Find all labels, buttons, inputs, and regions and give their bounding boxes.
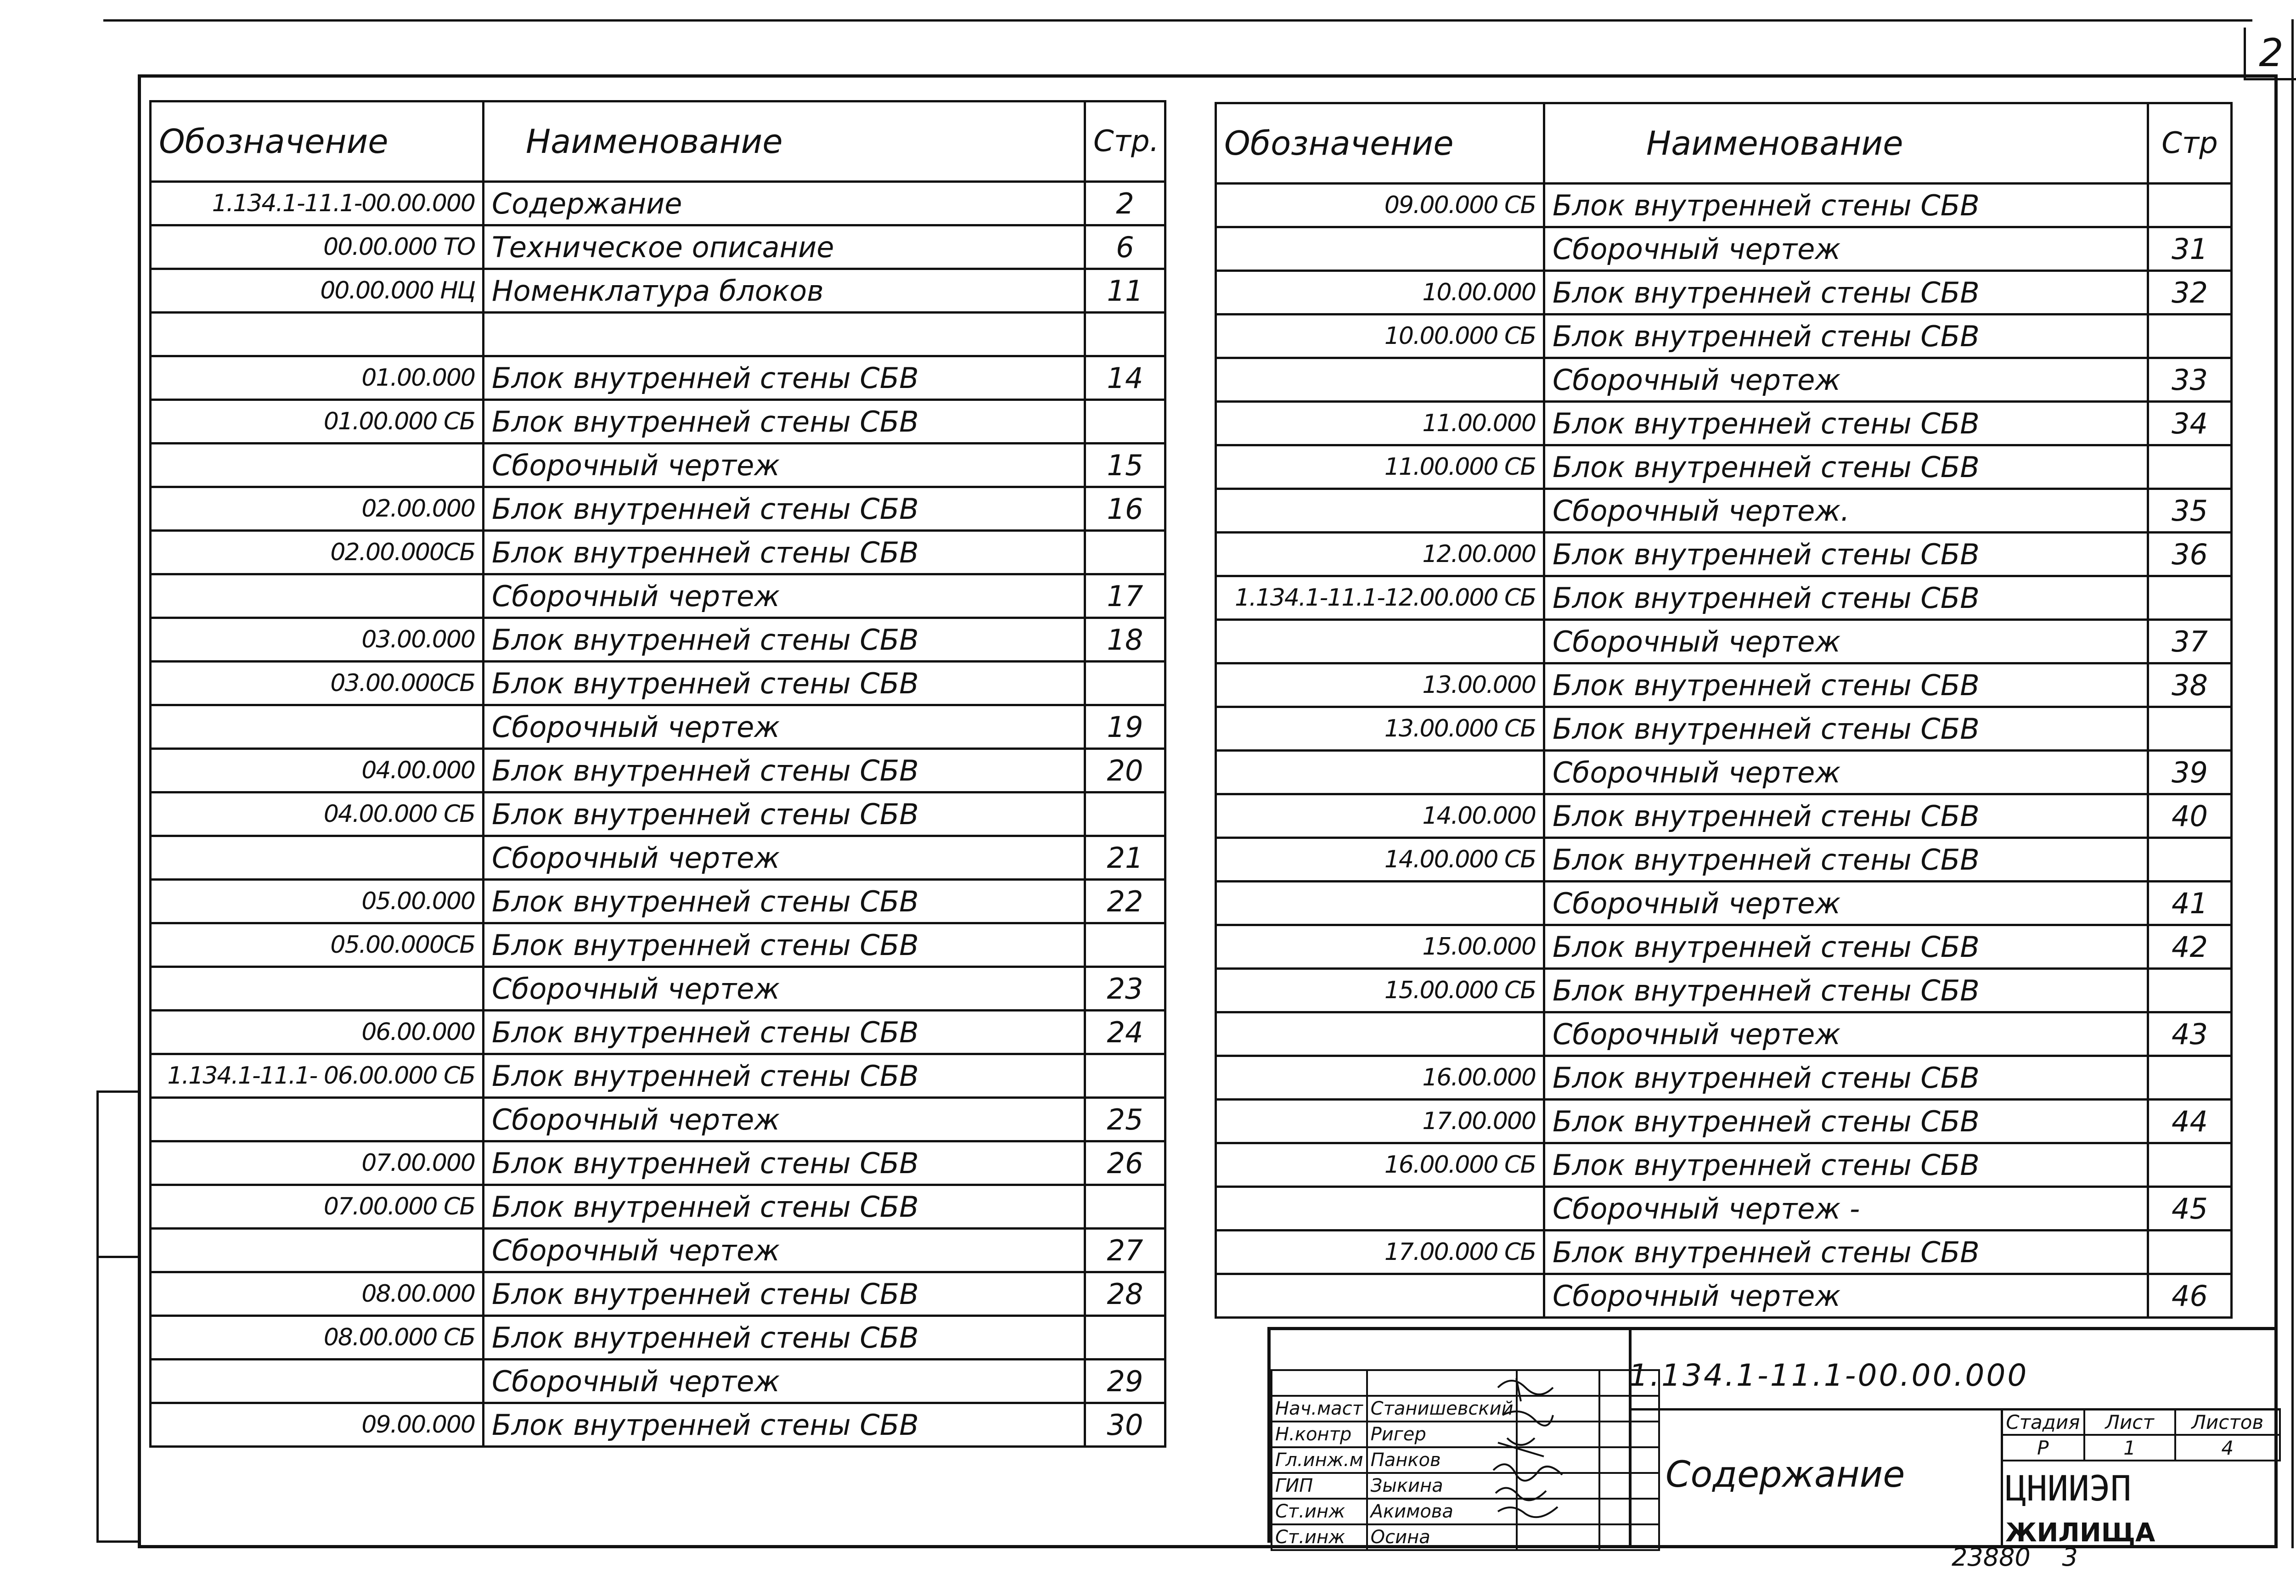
row-page: 23 xyxy=(1085,967,1165,1011)
row-code: 16.00.000 xyxy=(1216,1056,1544,1100)
row-code xyxy=(1216,489,1544,533)
table-row xyxy=(1216,184,2232,227)
table-header-row xyxy=(151,101,1165,182)
row-page: 40 xyxy=(2148,794,2232,838)
row-code: 00.00.000 ТО xyxy=(151,225,484,269)
row-name: Сборочный чертеж xyxy=(484,574,1085,618)
row-page: 15 xyxy=(1085,444,1165,487)
row-page: 35 xyxy=(2148,489,2232,533)
row-name: Блок внутренней стены СБВ xyxy=(1544,1231,2148,1274)
table-row xyxy=(151,356,1165,400)
row-name: Блок внутренней стены СБВ xyxy=(1544,969,2148,1012)
row-code: 08.00.000 СБ xyxy=(151,1316,484,1360)
contents-left-body xyxy=(151,182,1165,1447)
row-page: 18 xyxy=(1085,618,1165,662)
header-designation: Обозначение xyxy=(1216,103,1544,184)
row-code xyxy=(1216,751,1544,794)
approval-role: Ст.инж xyxy=(1272,1524,1367,1550)
row-code: 04.00.000 xyxy=(151,749,484,792)
row-page xyxy=(2148,838,2232,882)
approval-row xyxy=(1272,1499,1659,1524)
approval-name: Зыкина xyxy=(1367,1473,1517,1499)
approval-name: Панков xyxy=(1367,1447,1517,1473)
table-row xyxy=(151,792,1165,836)
sheets-value: 4 xyxy=(2175,1435,2280,1461)
sheet-number: 2 xyxy=(2259,30,2284,75)
row-code: 11.00.000 СБ xyxy=(1216,445,1544,489)
row-page: 27 xyxy=(1085,1229,1165,1272)
row-name: Сборочный чертеж xyxy=(484,1098,1085,1141)
row-page: 14 xyxy=(1085,356,1165,400)
table-row xyxy=(1216,969,2232,1012)
header-name: Наименование xyxy=(484,101,1085,182)
row-name: Сборочный чертеж xyxy=(484,705,1085,749)
row-page xyxy=(2148,707,2232,751)
stage-value-row xyxy=(2002,1435,2280,1461)
approval-name: Осина xyxy=(1367,1524,1517,1550)
table-row xyxy=(151,1141,1165,1185)
row-code xyxy=(151,836,484,880)
row-name: Блок внутренней стены СБВ xyxy=(484,487,1085,531)
row-name: Блок внутренней стены СБВ xyxy=(1544,445,2148,489)
row-page xyxy=(2148,1143,2232,1187)
row-name: Блок внутренней стены СБВ xyxy=(1544,1056,2148,1100)
row-page: 33 xyxy=(2148,358,2232,402)
row-page: 29 xyxy=(1085,1360,1165,1403)
row-name: Блок внутренней стены СБВ xyxy=(1544,663,2148,707)
table-row xyxy=(151,1229,1165,1272)
row-page: 16 xyxy=(1085,487,1165,531)
header-name: Наименование xyxy=(1544,103,2148,184)
table-row xyxy=(151,1360,1165,1403)
table-row xyxy=(151,662,1165,705)
row-page: 34 xyxy=(2148,402,2232,445)
table-row xyxy=(151,1054,1165,1098)
table-row xyxy=(1216,402,2232,445)
document-title: Содержание xyxy=(1666,1454,1905,1495)
row-page: 19 xyxy=(1085,705,1165,749)
row-page: 31 xyxy=(2148,227,2232,271)
row-name: Сборочный чертеж xyxy=(484,1229,1085,1272)
row-page xyxy=(1085,313,1165,356)
row-page: 42 xyxy=(2148,925,2232,969)
binding-rule-top xyxy=(96,1090,140,1093)
row-code: 05.00.000 xyxy=(151,880,484,923)
contents-table-right xyxy=(1215,102,2233,1319)
signature-1 xyxy=(1498,1378,1553,1401)
table-row xyxy=(1216,620,2232,663)
row-name: Блок внутренней стены СБВ xyxy=(484,1141,1085,1185)
table-row xyxy=(1216,1012,2232,1056)
row-code: 01.00.000 СБ xyxy=(151,400,484,444)
row-page: 41 xyxy=(2148,882,2232,925)
row-code xyxy=(151,574,484,618)
row-page xyxy=(1085,531,1165,574)
row-name: Блок внутренней стены СБВ xyxy=(1544,1100,2148,1143)
right-edge-rule xyxy=(2291,19,2294,1548)
row-code xyxy=(1216,1187,1544,1231)
row-code: 1.134.1-11.1-00.00.000 xyxy=(151,182,484,225)
approval-blank-cell xyxy=(1272,1370,1367,1396)
table-row xyxy=(151,923,1165,967)
table-row xyxy=(151,836,1165,880)
binding-rule-mid xyxy=(96,1256,140,1258)
row-name: Блок внутренней стены СБВ xyxy=(1544,838,2148,882)
row-code xyxy=(151,313,484,356)
table-row xyxy=(1216,663,2232,707)
row-code xyxy=(151,967,484,1011)
row-name: Блок внутренней стены СБВ xyxy=(484,1403,1085,1447)
row-name: Блок внутренней стены СБВ xyxy=(1544,271,2148,315)
row-page: 21 xyxy=(1085,836,1165,880)
table-row xyxy=(1216,1274,2232,1318)
row-page: 24 xyxy=(1085,1011,1165,1054)
row-name: Блок внутренней стены СБВ xyxy=(484,749,1085,792)
row-name: Сборочный чертеж xyxy=(1544,1274,2148,1318)
row-page xyxy=(2148,184,2232,227)
row-code: 06.00.000 xyxy=(151,1011,484,1054)
title-block xyxy=(1267,1327,2278,1548)
approval-name: Акимова xyxy=(1367,1499,1517,1524)
row-name: Сборочный чертеж - xyxy=(1544,1187,2148,1231)
row-name: Блок внутренней стены СБВ xyxy=(1544,576,2148,620)
sheet-value: 1 xyxy=(2084,1435,2175,1461)
row-name: Сборочный чертеж xyxy=(484,836,1085,880)
table-row xyxy=(151,574,1165,618)
stage-header: Стадия xyxy=(2002,1409,2084,1435)
approval-role: Нач.маст xyxy=(1272,1396,1367,1422)
row-code xyxy=(151,1360,484,1403)
row-name: Блок внутренней стены СБВ xyxy=(484,356,1085,400)
organization-name: ЦНИИЭП xyxy=(2005,1468,2132,1509)
header-page: Стр xyxy=(2148,103,2232,184)
contents-right-body xyxy=(1216,184,2232,1318)
signature-3 xyxy=(1498,1438,1544,1456)
table-row xyxy=(151,487,1165,531)
approval-signature-cell xyxy=(1517,1524,1599,1550)
signature-6 xyxy=(1498,1507,1558,1517)
row-name: Блок внутренней стены СБВ xyxy=(1544,1143,2148,1187)
row-page: 37 xyxy=(2148,620,2232,663)
table-row xyxy=(151,269,1165,313)
row-code: 17.00.000 xyxy=(1216,1100,1544,1143)
approval-role: Н.контр xyxy=(1272,1422,1367,1447)
archive-copy: 3 xyxy=(2062,1543,2078,1572)
signature-2 xyxy=(1503,1411,1553,1426)
row-code: 01.00.000 xyxy=(151,356,484,400)
row-code: 02.00.000 xyxy=(151,487,484,531)
table-row xyxy=(1216,1187,2232,1231)
table-row xyxy=(151,444,1165,487)
row-code xyxy=(1216,882,1544,925)
row-name: Блок внутренней стены СБВ xyxy=(484,1316,1085,1360)
archive-number: 23880 xyxy=(1952,1543,2031,1572)
stage-value: Р xyxy=(2002,1435,2084,1461)
header-page: Стр. xyxy=(1085,101,1165,182)
row-code: 15.00.000 СБ xyxy=(1216,969,1544,1012)
row-page xyxy=(1085,792,1165,836)
row-name: Блок внутренней стены СБВ xyxy=(1544,315,2148,358)
row-code: 04.00.000 СБ xyxy=(151,792,484,836)
row-name: Блок внутренней стены СБВ xyxy=(484,880,1085,923)
table-row xyxy=(151,1185,1165,1229)
row-page: 17 xyxy=(1085,574,1165,618)
approval-row xyxy=(1272,1396,1659,1422)
row-page: 45 xyxy=(2148,1187,2232,1231)
row-code: 05.00.000СБ xyxy=(151,923,484,967)
approval-name: Станишевский xyxy=(1367,1396,1517,1422)
table-row xyxy=(1216,925,2232,969)
table-row xyxy=(1216,1100,2232,1143)
row-name: Сборочный чертеж xyxy=(1544,751,2148,794)
row-code: 10.00.000 xyxy=(1216,271,1544,315)
binding-rule-vertical xyxy=(96,1090,99,1540)
row-page xyxy=(2148,315,2232,358)
row-code: 13.00.000 СБ xyxy=(1216,707,1544,751)
row-name: Блок внутренней стены СБВ xyxy=(484,923,1085,967)
table-row xyxy=(1216,1056,2232,1100)
row-page: 46 xyxy=(2148,1274,2232,1318)
row-name: Блок внутренней стены СБВ xyxy=(484,400,1085,444)
row-name xyxy=(484,313,1085,356)
approval-name: Ригер xyxy=(1367,1422,1517,1447)
table-row xyxy=(151,1403,1165,1447)
row-code xyxy=(1216,358,1544,402)
row-code: 09.00.000 xyxy=(151,1403,484,1447)
signature-4 xyxy=(1493,1464,1562,1481)
top-rule xyxy=(103,19,2252,22)
table-row xyxy=(151,1272,1165,1316)
table-row xyxy=(1216,533,2232,576)
row-code: 1.134.1-11.1- 06.00.000 СБ xyxy=(151,1054,484,1098)
row-name: Сборочный чертеж xyxy=(1544,358,2148,402)
table-row xyxy=(151,880,1165,923)
contents-table-left xyxy=(149,100,1166,1448)
row-code: 10.00.000 СБ xyxy=(1216,315,1544,358)
row-name: Блок внутренней стены СБВ xyxy=(484,1011,1085,1054)
row-page xyxy=(2148,969,2232,1012)
row-page: 32 xyxy=(2148,271,2232,315)
row-page xyxy=(1085,662,1165,705)
row-name: Блок внутренней стены СБВ xyxy=(484,792,1085,836)
row-page: 36 xyxy=(2148,533,2232,576)
row-name: Сборочный чертеж xyxy=(484,444,1085,487)
row-code: 07.00.000 xyxy=(151,1141,484,1185)
table-row xyxy=(1216,489,2232,533)
table-row xyxy=(1216,707,2232,751)
row-code: 17.00.000 СБ xyxy=(1216,1231,1544,1274)
row-name: Блок внутренней стены СБВ xyxy=(484,1185,1085,1229)
signatures xyxy=(1489,1369,1571,1521)
row-page xyxy=(2148,576,2232,620)
approval-blank-row xyxy=(1272,1370,1659,1396)
table-row xyxy=(1216,1231,2232,1274)
table-row xyxy=(151,531,1165,574)
row-page: 6 xyxy=(1085,225,1165,269)
row-code: 03.00.000 xyxy=(151,618,484,662)
row-name: Сборочный чертеж xyxy=(484,967,1085,1011)
row-name: Содержание xyxy=(484,182,1085,225)
row-code: 1.134.1-11.1-12.00.000 СБ xyxy=(1216,576,1544,620)
signature-5 xyxy=(1496,1488,1546,1500)
row-name: Сборочный чертеж xyxy=(1544,882,2148,925)
row-code: 07.00.000 СБ xyxy=(151,1185,484,1229)
table-header-row xyxy=(1216,103,2232,184)
table-row xyxy=(151,400,1165,444)
sheets-header: Листов xyxy=(2175,1409,2280,1435)
row-page xyxy=(1085,1054,1165,1098)
table-row xyxy=(151,705,1165,749)
approval-role: Ст.инж xyxy=(1272,1499,1367,1524)
row-name: Блок внутренней стены СБВ xyxy=(1544,707,2148,751)
row-name: Блок внутренней стены СБВ xyxy=(1544,402,2148,445)
row-page: 30 xyxy=(1085,1403,1165,1447)
row-name: Блок внутренней стены СБВ xyxy=(1544,533,2148,576)
sheet-number-box xyxy=(2244,28,2296,80)
stage-header-row xyxy=(2002,1409,2280,1435)
row-code: 16.00.000 СБ xyxy=(1216,1143,1544,1187)
row-code: 13.00.000 xyxy=(1216,663,1544,707)
row-name: Техническое описание xyxy=(484,225,1085,269)
table-row xyxy=(151,1316,1165,1360)
row-name: Блок внутренней стены СБВ xyxy=(484,662,1085,705)
approval-role: Гл.инж.м xyxy=(1272,1447,1367,1473)
row-page: 38 xyxy=(2148,663,2232,707)
approval-row xyxy=(1272,1447,1659,1473)
table-row xyxy=(151,225,1165,269)
table-row xyxy=(1216,227,2232,271)
row-page: 25 xyxy=(1085,1098,1165,1141)
row-code: 14.00.000 СБ xyxy=(1216,838,1544,882)
row-page xyxy=(2148,1231,2232,1274)
row-code: 12.00.000 xyxy=(1216,533,1544,576)
table-row xyxy=(151,967,1165,1011)
row-code: 03.00.000СБ xyxy=(151,662,484,705)
row-code: 15.00.000 xyxy=(1216,925,1544,969)
row-name: Номенклатура блоков xyxy=(484,269,1085,313)
row-page: 39 xyxy=(2148,751,2232,794)
row-code xyxy=(1216,227,1544,271)
approval-row xyxy=(1272,1524,1659,1550)
table-row xyxy=(1216,794,2232,838)
row-code: 09.00.000 СБ xyxy=(1216,184,1544,227)
row-code: 14.00.000 xyxy=(1216,794,1544,838)
row-page: 11 xyxy=(1085,269,1165,313)
row-name: Блок внутренней стены СБВ xyxy=(484,531,1085,574)
organization-logo xyxy=(2005,1468,2278,1550)
row-page: 26 xyxy=(1085,1141,1165,1185)
row-code: 00.00.000 НЦ xyxy=(151,269,484,313)
row-code xyxy=(1216,1012,1544,1056)
row-name: Блок внутренней стены СБВ xyxy=(484,1054,1085,1098)
row-code: 02.00.000СБ xyxy=(151,531,484,574)
approval-row xyxy=(1272,1473,1659,1499)
table-row xyxy=(151,1011,1165,1054)
row-code xyxy=(151,1098,484,1141)
stage-table xyxy=(2001,1408,2281,1461)
table-row xyxy=(1216,751,2232,794)
organization-sub: ЖИЛИЩА xyxy=(2005,1518,2155,1548)
approval-role: ГИП xyxy=(1272,1473,1367,1499)
row-name: Сборочный чертеж xyxy=(484,1360,1085,1403)
row-name: Сборочный чертеж xyxy=(1544,620,2148,663)
row-page: 28 xyxy=(1085,1272,1165,1316)
approvals-body xyxy=(1272,1370,1659,1550)
row-code xyxy=(1216,1274,1544,1318)
row-code xyxy=(1216,620,1544,663)
table-row xyxy=(151,618,1165,662)
row-page xyxy=(1085,923,1165,967)
row-name: Сборочный чертеж. xyxy=(1544,489,2148,533)
table-row xyxy=(1216,838,2232,882)
approval-row xyxy=(1272,1422,1659,1447)
table-row xyxy=(1216,1143,2232,1187)
row-page xyxy=(2148,445,2232,489)
sheet-header: Лист xyxy=(2084,1409,2175,1435)
row-code xyxy=(151,444,484,487)
table-row xyxy=(151,182,1165,225)
row-name: Сборочный чертеж xyxy=(1544,227,2148,271)
row-name: Блок внутренней стены СБВ xyxy=(484,1272,1085,1316)
row-code xyxy=(151,705,484,749)
table-row xyxy=(151,1098,1165,1141)
table-row xyxy=(1216,358,2232,402)
row-page xyxy=(2148,1056,2232,1100)
archive-number-line xyxy=(1952,1543,2078,1572)
row-code: 11.00.000 xyxy=(1216,402,1544,445)
row-page xyxy=(1085,1185,1165,1229)
row-page: 44 xyxy=(2148,1100,2232,1143)
row-name: Блок внутренней стены СБВ xyxy=(1544,184,2148,227)
table-row xyxy=(1216,315,2232,358)
row-code xyxy=(151,1229,484,1272)
row-code: 08.00.000 xyxy=(151,1272,484,1316)
table-row xyxy=(1216,445,2232,489)
binding-rule-bottom xyxy=(96,1540,140,1543)
row-page xyxy=(1085,1316,1165,1360)
row-name: Блок внутренней стены СБВ xyxy=(484,618,1085,662)
approvals-table xyxy=(1271,1369,1660,1551)
header-designation: Обозначение xyxy=(151,101,484,182)
row-page: 20 xyxy=(1085,749,1165,792)
table-row xyxy=(1216,576,2232,620)
row-name: Блок внутренней стены СБВ xyxy=(1544,925,2148,969)
row-page xyxy=(1085,400,1165,444)
row-name: Блок внутренней стены СБВ xyxy=(1544,794,2148,838)
table-row xyxy=(1216,271,2232,315)
document-number: 1.134.1-11.1-00.00.000 xyxy=(1629,1358,2029,1393)
table-row xyxy=(1216,882,2232,925)
row-name: Сборочный чертеж xyxy=(1544,1012,2148,1056)
row-page: 22 xyxy=(1085,880,1165,923)
row-page: 43 xyxy=(2148,1012,2232,1056)
table-row xyxy=(151,749,1165,792)
table-row xyxy=(151,313,1165,356)
row-page: 2 xyxy=(1085,182,1165,225)
